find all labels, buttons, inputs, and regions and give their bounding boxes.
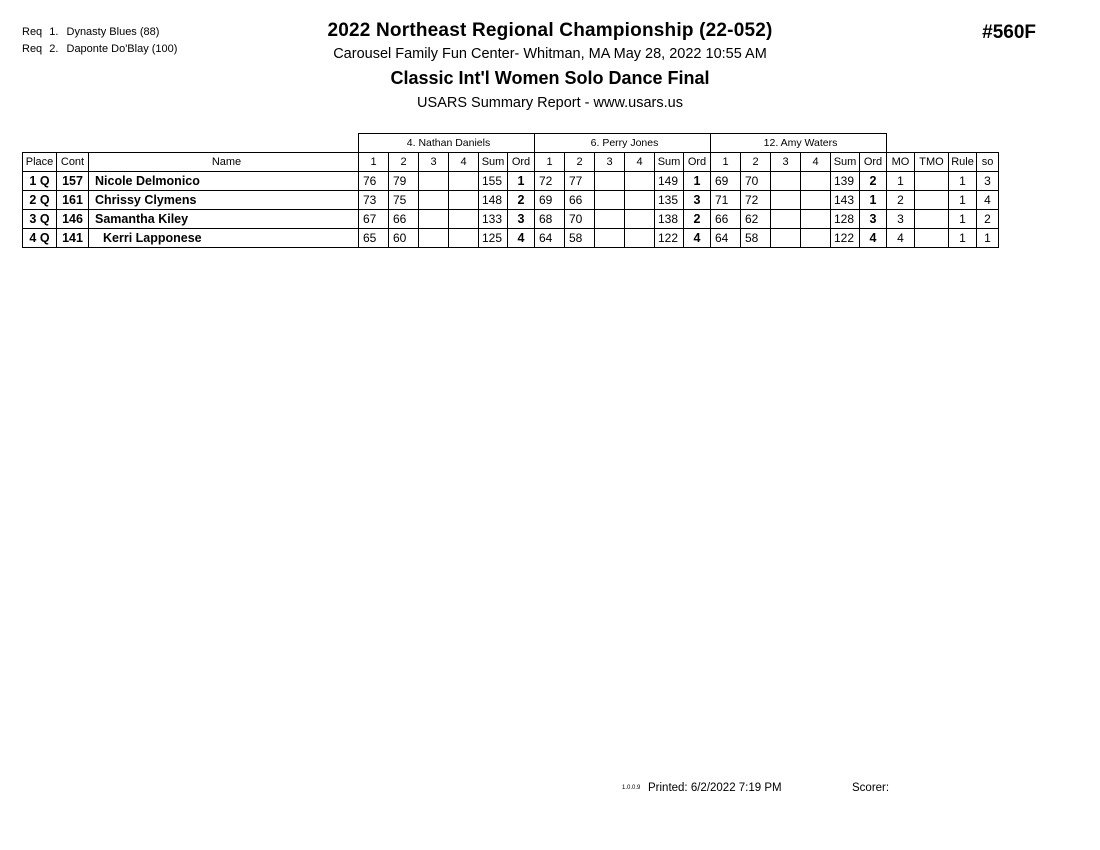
column-header-j2-d4: 4 <box>625 153 655 172</box>
requirement-label: Req <box>22 26 43 38</box>
cell-j3-d3 <box>771 229 801 248</box>
cell-j3-sum: 139 <box>831 172 860 191</box>
scorer-label: Scorer: <box>852 782 890 794</box>
cell-j2-ord: 3 <box>684 191 711 210</box>
column-header-j3-d2: 2 <box>741 153 771 172</box>
judge-name-1: 4. Nathan Daniels <box>359 134 535 153</box>
cell-j2-d1: 68 <box>535 210 565 229</box>
cell-j3-d4 <box>801 191 831 210</box>
requirement-item <box>22 41 177 58</box>
cell-tmo <box>915 191 949 210</box>
cell-j2-d3 <box>595 229 625 248</box>
cell-j3-ord: 4 <box>860 229 887 248</box>
column-header-j1-d1: 1 <box>359 153 389 172</box>
cell-j3-d1: 66 <box>711 210 741 229</box>
cell-rule: 1 <box>949 172 977 191</box>
cell-tmo <box>915 210 949 229</box>
document-header <box>180 20 920 111</box>
column-header-place: Place <box>23 153 57 172</box>
cell-place: 4 Q <box>23 229 57 248</box>
column-header-j1-d2: 2 <box>389 153 419 172</box>
cell-j1-d2: 75 <box>389 191 419 210</box>
cell-j3-sum: 122 <box>831 229 860 248</box>
column-header-j2-d2: 2 <box>565 153 595 172</box>
cell-place: 3 Q <box>23 210 57 229</box>
column-header-so: so <box>977 153 999 172</box>
cell-j3-ord: 2 <box>860 172 887 191</box>
cell-j2-ord: 1 <box>684 172 711 191</box>
cell-j1-d1: 76 <box>359 172 389 191</box>
requirement-label: Req <box>22 43 43 55</box>
cell-j2-d4 <box>625 229 655 248</box>
cell-rule: 1 <box>949 191 977 210</box>
judge-banner-blank <box>887 134 915 153</box>
cell-j2-d1: 64 <box>535 229 565 248</box>
cell-j3-d1: 64 <box>711 229 741 248</box>
requirement-number: 2. <box>49 43 59 55</box>
cell-j3-d2: 72 <box>741 191 771 210</box>
cell-cont: 157 <box>57 172 89 191</box>
cell-name: Kerri Lapponese <box>89 229 359 248</box>
column-header-j2-sum: Sum <box>655 153 684 172</box>
cell-place: 2 Q <box>23 191 57 210</box>
cell-j3-ord: 3 <box>860 210 887 229</box>
table-row <box>23 210 999 229</box>
cell-mo: 3 <box>887 210 915 229</box>
cell-j1-d3 <box>419 191 449 210</box>
judge-banner-spacer <box>23 134 57 153</box>
column-header-mo: MO <box>887 153 915 172</box>
cell-j1-sum: 155 <box>479 172 508 191</box>
column-header-j2-d3: 3 <box>595 153 625 172</box>
event-code: #560F <box>982 22 1036 43</box>
column-header-j1-ord: Ord <box>508 153 535 172</box>
cell-j3-d1: 71 <box>711 191 741 210</box>
requirement-item <box>22 24 177 41</box>
cell-so: 2 <box>977 210 999 229</box>
cell-j2-d1: 72 <box>535 172 565 191</box>
document-footer <box>0 782 1100 802</box>
cell-j1-d3 <box>419 172 449 191</box>
cell-rule: 1 <box>949 229 977 248</box>
cell-j1-d3 <box>419 210 449 229</box>
cell-j2-d2: 70 <box>565 210 595 229</box>
event-title: Classic Int'l Women Solo Dance Final <box>390 68 710 88</box>
cell-mo: 4 <box>887 229 915 248</box>
cell-j2-sum: 138 <box>655 210 684 229</box>
cell-j2-sum: 149 <box>655 172 684 191</box>
cell-j2-d2: 66 <box>565 191 595 210</box>
cell-j1-d1: 65 <box>359 229 389 248</box>
cell-j3-d4 <box>801 210 831 229</box>
cell-tmo <box>915 172 949 191</box>
cell-cont: 141 <box>57 229 89 248</box>
column-header-j2-d1: 1 <box>535 153 565 172</box>
cell-j2-sum: 122 <box>655 229 684 248</box>
cell-j3-d1: 69 <box>711 172 741 191</box>
cell-so: 4 <box>977 191 999 210</box>
column-header-j3-ord: Ord <box>860 153 887 172</box>
table-row <box>23 229 999 248</box>
cell-j2-d3 <box>595 191 625 210</box>
judge-banner-blank <box>949 134 977 153</box>
column-header-j1-sum: Sum <box>479 153 508 172</box>
column-header-cont: Cont <box>57 153 89 172</box>
cell-j2-d3 <box>595 210 625 229</box>
report-subtitle: USARS Summary Report - www.usars.us <box>417 95 683 111</box>
cell-j3-d3 <box>771 210 801 229</box>
judge-name-2: 6. Perry Jones <box>535 134 711 153</box>
cell-j1-d2: 66 <box>389 210 419 229</box>
cell-j1-sum: 133 <box>479 210 508 229</box>
printed-timestamp: Printed: 6/2/2022 7:19 PM <box>648 782 782 794</box>
cell-j1-d2: 60 <box>389 229 419 248</box>
cell-j2-d3 <box>595 172 625 191</box>
column-header-j2-ord: Ord <box>684 153 711 172</box>
column-header-j1-d3: 3 <box>419 153 449 172</box>
cell-mo: 1 <box>887 172 915 191</box>
requirements-block <box>22 24 177 58</box>
column-header-j3-sum: Sum <box>831 153 860 172</box>
cell-j3-ord: 1 <box>860 191 887 210</box>
judge-banner-spacer <box>57 134 89 153</box>
cell-name: Samantha Kiley <box>89 210 359 229</box>
cell-j2-d4 <box>625 172 655 191</box>
cell-j1-sum: 125 <box>479 229 508 248</box>
cell-j2-d2: 77 <box>565 172 595 191</box>
cell-cont: 161 <box>57 191 89 210</box>
cell-j1-sum: 148 <box>479 191 508 210</box>
cell-j1-ord: 4 <box>508 229 535 248</box>
table-row <box>23 191 999 210</box>
cell-j3-sum: 128 <box>831 210 860 229</box>
column-header-tmo: TMO <box>915 153 949 172</box>
cell-j3-d2: 58 <box>741 229 771 248</box>
judge-name-3: 12. Amy Waters <box>711 134 887 153</box>
column-header-j3-d4: 4 <box>801 153 831 172</box>
cell-j3-d2: 62 <box>741 210 771 229</box>
column-header-rule: Rule <box>949 153 977 172</box>
column-header-j3-d1: 1 <box>711 153 741 172</box>
table-header-row <box>23 153 999 172</box>
judge-banner-blank <box>915 134 949 153</box>
venue-line: Carousel Family Fun Center- Whitman, MA May 28, 2022 10:55 AM <box>333 46 767 62</box>
cell-so: 1 <box>977 229 999 248</box>
cell-j1-ord: 3 <box>508 210 535 229</box>
column-header-j3-d3: 3 <box>771 153 801 172</box>
cell-j3-d3 <box>771 172 801 191</box>
cell-j1-d1: 73 <box>359 191 389 210</box>
cell-j2-ord: 4 <box>684 229 711 248</box>
cell-j2-d4 <box>625 210 655 229</box>
cell-j1-d4 <box>449 210 479 229</box>
cell-mo: 2 <box>887 191 915 210</box>
table-row <box>23 172 999 191</box>
results-table <box>22 133 999 248</box>
cell-name: Nicole Delmonico <box>89 172 359 191</box>
cell-j1-d2: 79 <box>389 172 419 191</box>
results-table-wrap <box>22 133 999 248</box>
cell-place: 1 Q <box>23 172 57 191</box>
column-header-j1-d4: 4 <box>449 153 479 172</box>
cell-name: Chrissy Clymens <box>89 191 359 210</box>
cell-j3-d4 <box>801 229 831 248</box>
column-header-name: Name <box>89 153 359 172</box>
cell-j3-sum: 143 <box>831 191 860 210</box>
judge-banner-blank <box>977 134 999 153</box>
judge-banner-spacer <box>89 134 359 153</box>
cell-j2-d2: 58 <box>565 229 595 248</box>
cell-j3-d4 <box>801 172 831 191</box>
cell-j2-d4 <box>625 191 655 210</box>
cell-j2-ord: 2 <box>684 210 711 229</box>
cell-j1-ord: 1 <box>508 172 535 191</box>
cell-j1-d4 <box>449 172 479 191</box>
page-title: 2022 Northeast Regional Championship (22-052) <box>327 20 773 41</box>
cell-tmo <box>915 229 949 248</box>
cell-j1-d4 <box>449 191 479 210</box>
cell-j1-ord: 2 <box>508 191 535 210</box>
cell-j3-d3 <box>771 191 801 210</box>
cell-cont: 146 <box>57 210 89 229</box>
cell-rule: 1 <box>949 210 977 229</box>
cell-j1-d1: 67 <box>359 210 389 229</box>
version-text: 1.0.0.9 <box>622 785 641 791</box>
cell-j2-d1: 69 <box>535 191 565 210</box>
cell-j1-d3 <box>419 229 449 248</box>
requirement-text: Daponte Do'Blay (100) <box>66 43 178 55</box>
cell-j3-d2: 70 <box>741 172 771 191</box>
judge-banner-row <box>23 134 999 153</box>
cell-j2-sum: 135 <box>655 191 684 210</box>
requirement-number: 1. <box>49 26 59 38</box>
requirement-text: Dynasty Blues (88) <box>66 26 160 38</box>
cell-so: 3 <box>977 172 999 191</box>
cell-j1-d4 <box>449 229 479 248</box>
